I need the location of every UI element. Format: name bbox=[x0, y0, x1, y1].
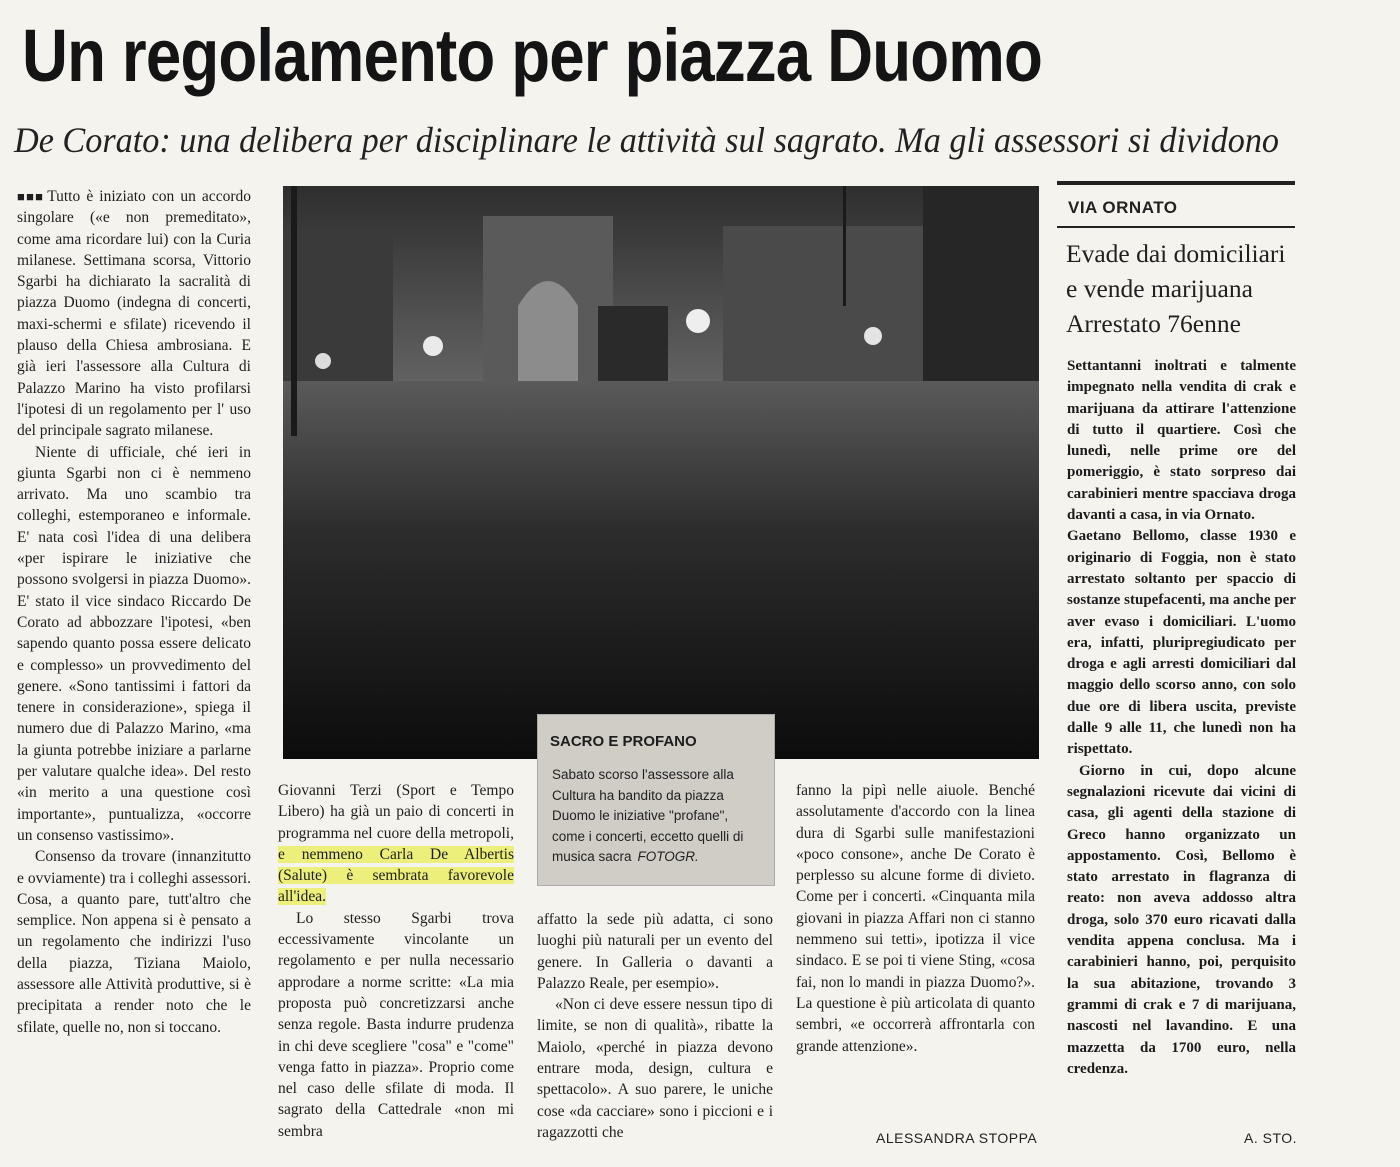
headline: Un regolamento per piazza Duomo bbox=[22, 14, 1042, 97]
sidebar-byline: A. STO. bbox=[1244, 1130, 1298, 1146]
sidebar-body bbox=[1067, 356, 1296, 1080]
sidebar-title bbox=[1066, 236, 1296, 341]
article-paragraph: «Non ci deve essere nessun tipo di limite, se non di qualità», ribatte la Maiolo, «perché in piazza devono entrare moda, design, cultura e spettacolo». A suo parere, le uniche cose «da cacciare» sono i piccioni e i ragazzotti che bbox=[537, 996, 773, 1141]
piazza-duomo-photo bbox=[283, 186, 1039, 759]
caption-text: Sabato scorso l'assessore alla Cultura ha bandito da piazza Duomo le iniziative "profane", come i concerti, eccetto quelli di musica sacra FOTOGR. bbox=[552, 767, 744, 864]
article-paragraph: ■■■ Tutto è iniziato con un accordo singolare («e non premeditato», come ama ricordare lui) con la Curia milanese. Settimana scorsa, Vittorio Sgarbi ha dichiarato la sacralità di piazza Duomo (indegna di concerti, maxi-schermi e sfilate) ricevendo il plauso della Chiesa ambrosiana. E già ieri l'assessore alla Cultura di Palazzo Marino ha visto profilarsi l'ipotesi di un regolamento per l' uso del principale sagrato milanese. bbox=[17, 188, 251, 440]
photo-credit: FOTOGR. bbox=[637, 849, 699, 864]
article-paragraph: Consenso da trovare (innanzitutto e ovviamente) tra i colleghi assessori. Cosa, a quanto pare, tutt'altro che semplice. Non appena si è pensato a un regolamento che indirizzi l'uso della piazza, Tiziana Maiolo, assessore alle Attività produttive, si è precipitata a render noto che le sfilate, quelle no, non si toccano. bbox=[17, 848, 251, 1036]
article-paragraph: Giovanni Terzi (Sport e Tempo Libero) ha già un paio di concerti in programma nel cuore della metropoli, e nemmeno Carla De Albertis (Salute) è sembrata favorevole all'idea. bbox=[278, 782, 514, 906]
article-paragraph: fanno la pipì nelle aiuole. Benché assolutamente d'accordo con la linea dura di Sgarbi sulle manifestazioni «poco consone», anche De Corato è perplesso su alcune forme di divieto. Come per i concerti. «Cinquanta mila giovani in piazza Affari non ci stanno nemmeno sui tetti», ipotizza il vice sindaco. E se poi ti viene Sting, «cosa fai, non lo mandi in piazza Duomo?». La questione è più articolata di quanto sembri, «e occorrerà affrontarla con grande attenzione». bbox=[796, 782, 1035, 1055]
article-paragraph: Lo stesso Sgarbi trova eccessivamente vincolante un regolamento e per nulla necessario approdare a norme scritte: «La mia proposta può concretizzarsi anche senza regole. Basta indurre prudenza in chi deve scegliere "cosa" e "come" venga fatto in piazza». Proprio come nel caso delle sfilate di moda. Il sagrato della Cattedrale «non mi sembra bbox=[278, 909, 514, 1140]
article-column-2 bbox=[278, 780, 514, 1142]
article-column-4 bbox=[796, 780, 1035, 1057]
photo-caption-box bbox=[537, 714, 775, 886]
subheadline: De Corato: una delibera per disciplinare le attività sul sagrato. Ma gli assessori si dividono bbox=[14, 120, 1280, 160]
bullet-marks: ■■■ bbox=[17, 189, 45, 204]
sidebar-paragraph: Settantanni inoltrati e talmente impegnato nella vendita di crak e marijuana da attirare l'attenzione di tutto il quartiere. Così che lunedì, nelle prime ore del pomeriggio, è stato sorpreso dai carabinieri mentre spacciava droga davanti a casa, in via Ornato. bbox=[1067, 358, 1296, 524]
sidebar-rule-top bbox=[1057, 181, 1295, 185]
sidebar-title-line: Arrestato 76enne bbox=[1066, 309, 1241, 338]
sidebar-paragraph: Gaetano Bellomo, classe 1930 e originario di Foggia, non è stato arrestato soltanto per spaccio di sostanze stupefacenti, ma anche per aver evaso i domiciliari. L'uomo era, infatti, pluripregiudicato per droga e agli arresti domiciliari dal maggio dello scorso anno, con solo due ore di libera uscita, previste dalle 9 alle 11, che lunedì non ha rispettato. bbox=[1067, 528, 1296, 758]
sidebar-paragraph: Giorno in cui, dopo alcune segnalazioni ricevute dai vicini di casa, gli agenti della stazione di Greco hanno organizzato un appostamento. Così, Bellomo è stato arrestato in flagranza di reato: non aveva addosso altra droga, solo 370 euro ricavati dalla vendita appena conclusa. Ma i carabinieri hanno, poi, perquisito la sua abitazione, trovando 3 grammi di crak e 7 di marijuana, nascosti nel lavandino. E una mazzetta da 1700 euro, nella credenza. bbox=[1067, 762, 1296, 1077]
article-paragraph: affatto la sede più adatta, ci sono luoghi più naturali per un evento del genere. In Galleria o davanti a Palazzo Reale, per esempio». bbox=[537, 911, 773, 992]
article-paragraph: Niente di ufficiale, ché ieri in giunta Sgarbi non ci è nemmeno arrivato. Ma uno scambio tra colleghi, estemporaneo e informale. E' nata così l'idea di una delibera «per ispirare le iniziative che possono svolgersi in piazza Duomo». E' stato il vice sindaco Riccardo De Corato ad abbozzare l'ipotesi, «ben sapendo quanto possa essere delicato e complesso» un provvedimento del genere. «Sono tantissimi i fattori da tenere in considerazione», spiega il numero due di Palazzo Marino, «ma la giunta potrebbe iniziare a parlarne per valutare qualche idea». Del resto «in merito a una questione così importante», puntualizza, «occorre un consenso vastissimo». bbox=[17, 443, 251, 844]
article-column-1 bbox=[17, 186, 251, 1038]
sidebar-rule-bottom bbox=[1057, 226, 1295, 228]
article-column-3 bbox=[537, 909, 773, 1143]
sidebar-title-line: Evade dai domiciliari bbox=[1066, 239, 1286, 268]
sidebar-title-line: e vende marijuana bbox=[1066, 274, 1253, 303]
article-byline: ALESSANDRA STOPPA bbox=[876, 1130, 1038, 1146]
highlighted-text: e nemmeno Carla De Albertis (Salute) è sembrata favorevole all'idea. bbox=[278, 845, 514, 906]
sidebar-label: VIA ORNATO bbox=[1068, 198, 1178, 217]
caption-title: SACRO E PROFANO bbox=[550, 733, 697, 750]
